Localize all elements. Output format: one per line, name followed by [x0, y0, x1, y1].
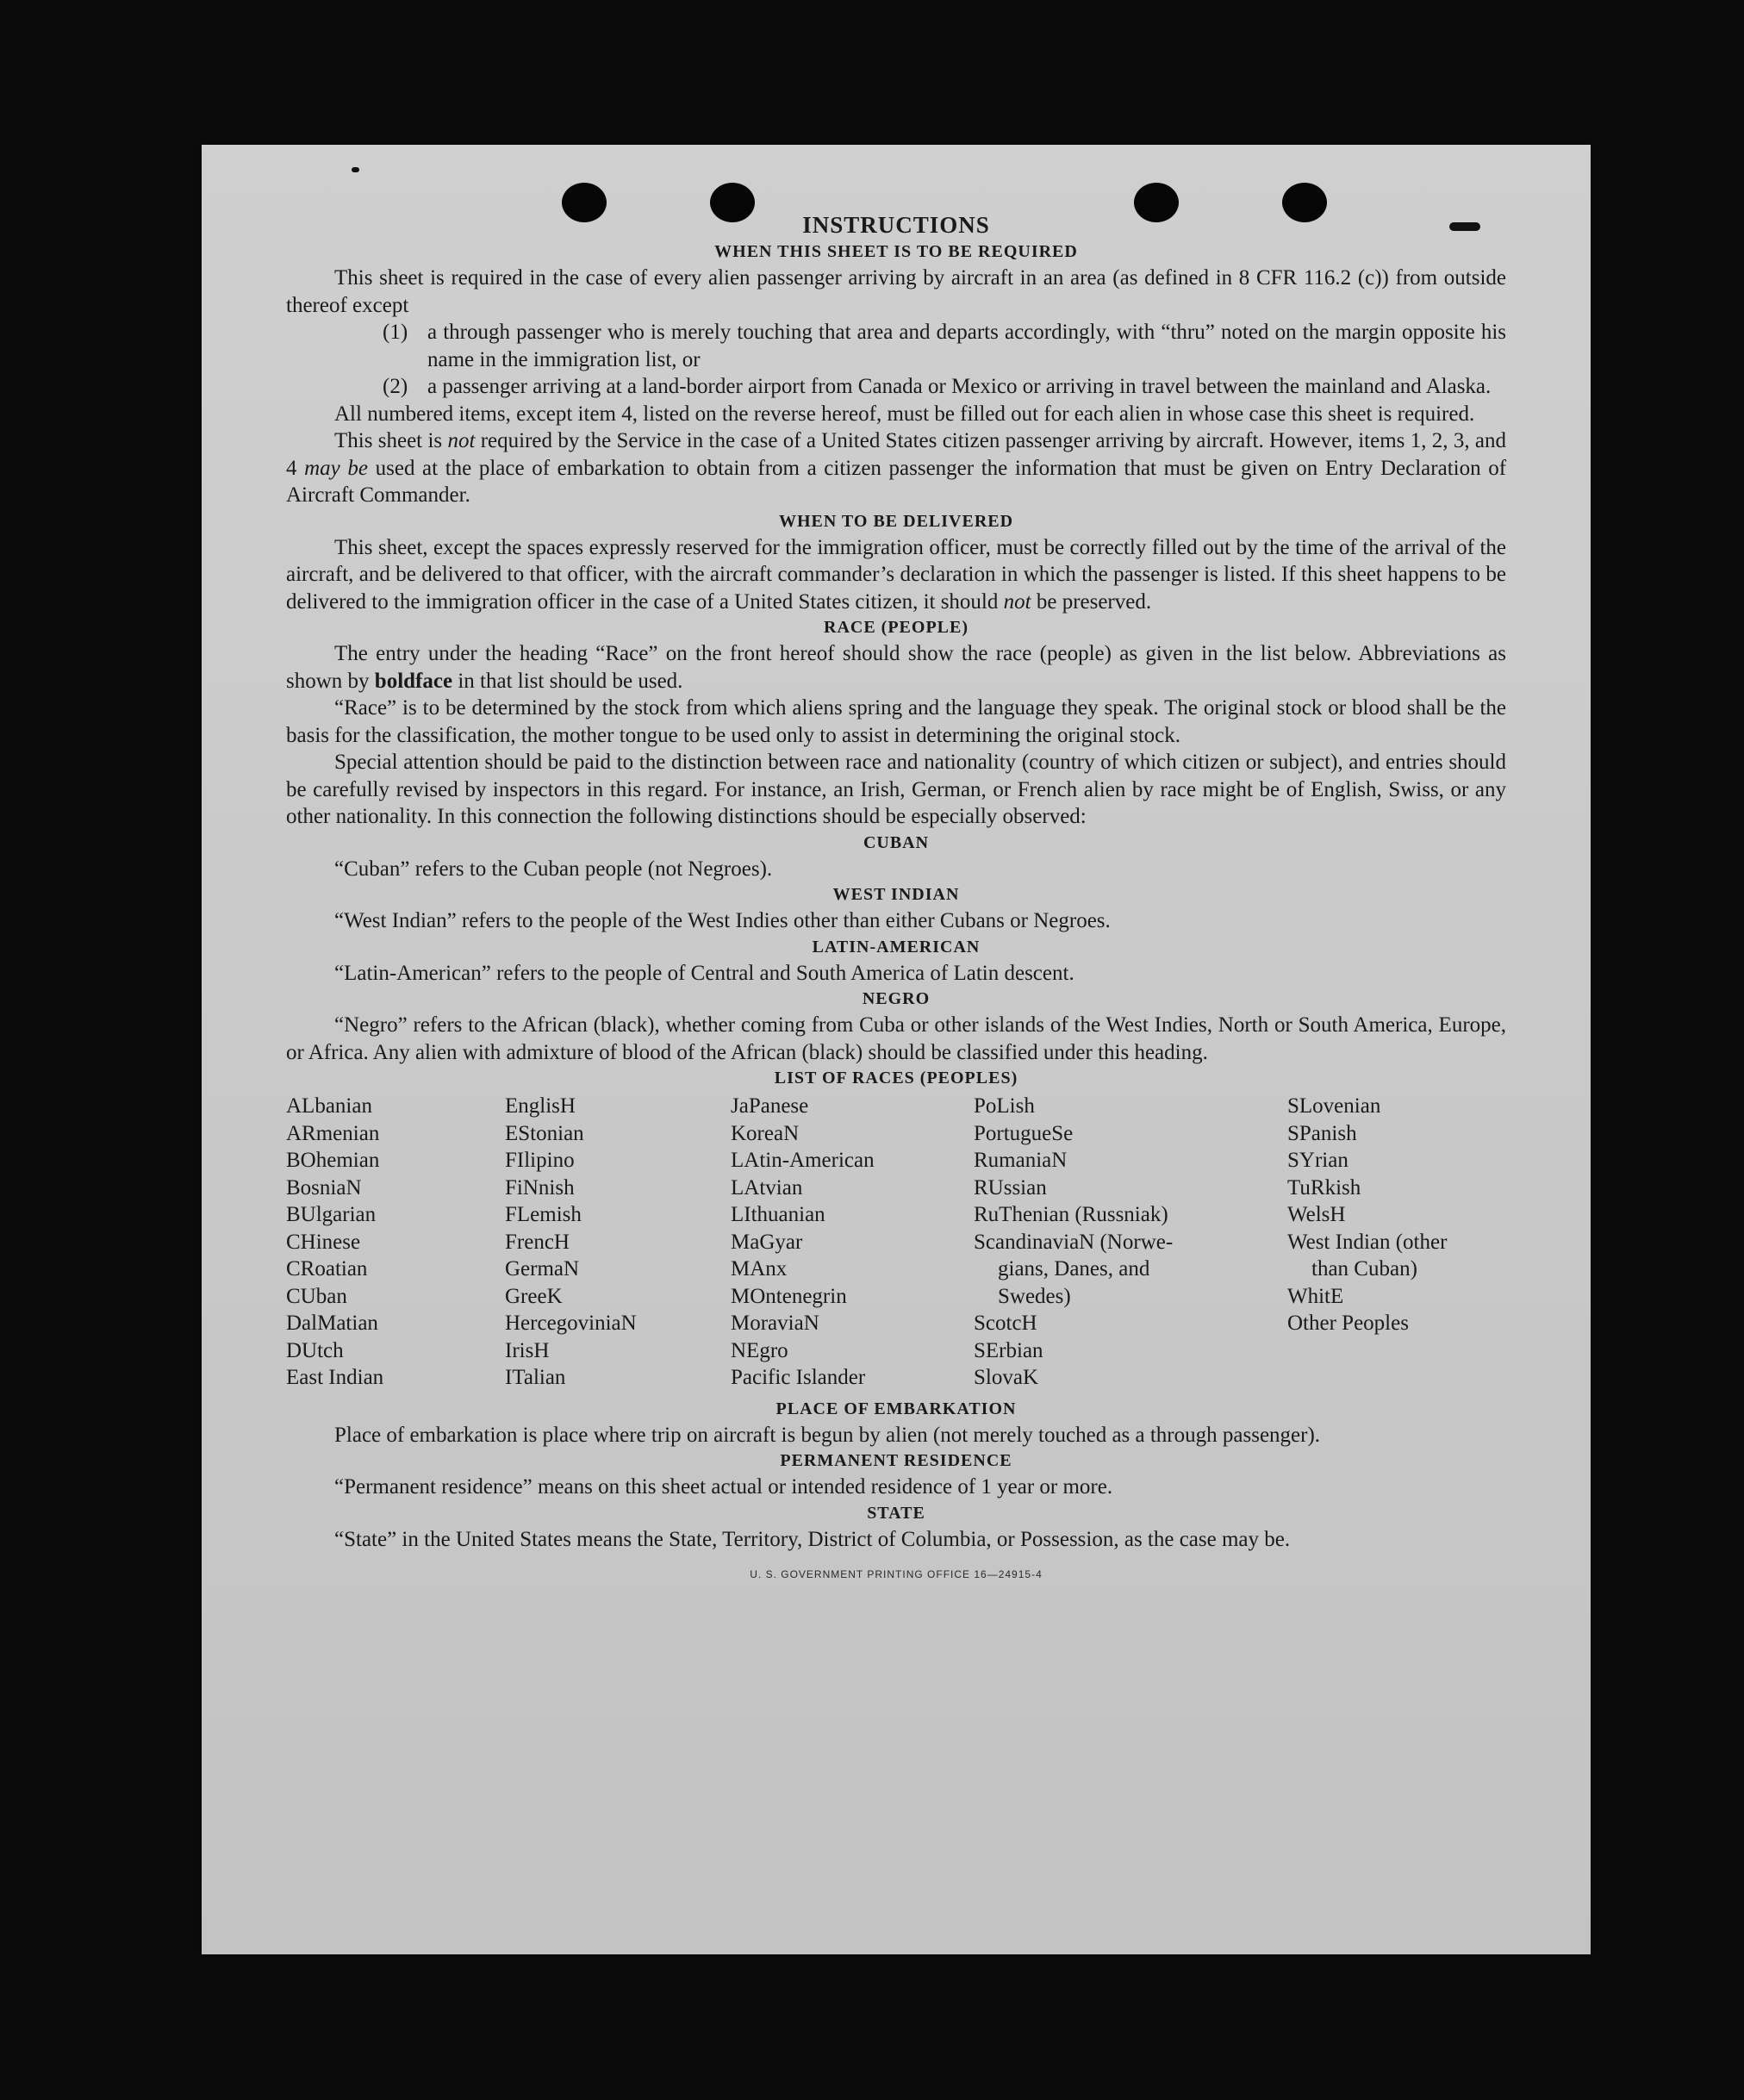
section-heading-latin-american: LATIN-AMERICAN	[812, 937, 981, 957]
paragraph: The entry under the heading “Race” on the front hereof should show the race (people) as given in the list below. Abbreviations as shown by boldface in that list should be used.	[286, 642, 1506, 693]
race-item: BosniaN	[286, 1175, 362, 1200]
race-item: ALbanian	[286, 1094, 372, 1118]
race-item: LAtin-American	[731, 1149, 875, 1172]
race-item: ScandinaviaN (Norwe-	[974, 1230, 1174, 1254]
races-column	[505, 1093, 731, 1392]
section-heading-west-indian: WEST INDIAN	[832, 885, 960, 904]
paragraph: Place of embarkation is place where trip on aircraft is begun by alien (not merely touched as a through passenger).	[334, 1423, 1321, 1447]
race-item: HercegoviniaN	[505, 1312, 637, 1335]
section-heading-delivered: WHEN TO BE DELIVERED	[778, 511, 1014, 531]
paragraph: “State” in the United States means the State, Territory, District of Columbia, or Possession, as the case may be.	[334, 1527, 1291, 1551]
race-item: SlovaK	[974, 1366, 1038, 1389]
paragraph: This sheet, except the spaces expressly reserved for the immigration officer, must be correctly filled out by the time of the arrival of the aircraft, and be delivered to that officer, with the aircraft commander’s declaration in which the passenger is listed. If this sheet happens to be delivered to the immigration officer in the case of a United States citizen, it should not be preserved.	[286, 535, 1506, 614]
printing-office-note: U. S. GOVERNMENT PRINTING OFFICE 16—24915-4	[750, 1568, 1043, 1580]
race-item: FLemish	[505, 1203, 582, 1226]
races-column	[731, 1093, 974, 1392]
paragraph: This sheet is not required by the Service in the case of a United States citizen passenger arriving by aircraft. However, items 1, 2, 3, and 4 may be used at the place of embarkation to obtain from a citizen passenger the information that must be given on Entry Declaration of Aircraft Commander.	[286, 429, 1507, 507]
race-item: NEgro	[731, 1338, 788, 1362]
race-item: DalMatian	[286, 1312, 378, 1335]
race-item: FrencH	[505, 1230, 570, 1254]
race-item: MAnx	[731, 1257, 788, 1281]
document-sheet	[202, 145, 1591, 1954]
race-item: BOhemian	[286, 1149, 380, 1172]
race-item: GermaN	[505, 1257, 580, 1281]
paragraph: “Permanent residence” means on this sheet actual or intended residence of 1 year or more.	[334, 1475, 1113, 1499]
paragraph: All numbered items, except item 4, listed on the reverse hereof, must be filled out for each alien in whose case this sheet is required.	[334, 402, 1475, 426]
race-item: CUban	[286, 1284, 347, 1308]
race-item: Pacific Islander	[731, 1366, 866, 1389]
race-item: Other Peoples	[1287, 1312, 1409, 1335]
race-item: TuRkish	[1287, 1175, 1361, 1200]
race-item: ARmenian	[286, 1121, 380, 1145]
paragraph: “Negro” refers to the African (black), whether coming from Cuba or other islands of the West Indies, North or South America, Europe, or Africa. Any alien with admixture of blood of the African (black) should be classified under this heading.	[286, 1013, 1506, 1064]
section-heading-residence: PERMANENT RESIDENCE	[780, 1451, 1012, 1470]
paragraph: “Latin-American” refers to the people of Central and South America of Latin descent.	[334, 961, 1074, 985]
page-title: INSTRUCTIONS	[802, 212, 990, 238]
paragraph: This sheet is required in the case of every alien passenger arriving by aircraft in an area (as defined in 8 CFR 116.2 (c)) from outside thereof except	[286, 266, 1506, 317]
section-heading-state: STATE	[867, 1503, 925, 1523]
race-item: PoLish	[974, 1094, 1035, 1118]
race-item: WhitE	[1287, 1284, 1344, 1308]
race-item: SPanish	[1287, 1121, 1357, 1145]
race-item: SLovenian	[1287, 1094, 1381, 1118]
race-item: than Cuban)	[1311, 1257, 1417, 1281]
race-item: CHinese	[286, 1230, 361, 1254]
paragraph: “Race” is to be determined by the stock from which aliens spring and the language they speak. The original stock or blood shall be the basis for the classification, the mother tongue to be used only to assist in determining the original stock.	[286, 696, 1506, 747]
section-heading-list-of-races: LIST OF RACES (PEOPLES)	[774, 1069, 1018, 1087]
list-item: (2) a passenger arriving at a land-border airport from Canada or Mexico or arriving in travel between the mainland and Alaska.	[383, 375, 1492, 398]
race-item: FIlipino	[505, 1149, 575, 1172]
races-column	[1287, 1093, 1506, 1392]
race-item: ScotcH	[974, 1312, 1037, 1335]
race-item: IrisH	[505, 1338, 550, 1362]
section-heading-required: WHEN THIS SHEET IS TO BE REQUIRED	[714, 242, 1078, 261]
race-item: MaGyar	[731, 1230, 803, 1254]
section-heading-negro: NEGRO	[862, 989, 931, 1008]
race-item: West Indian (other	[1287, 1230, 1448, 1254]
section-heading-cuban: CUBAN	[863, 832, 930, 852]
race-item: RumaniaN	[974, 1149, 1068, 1172]
race-item: LIthuanian	[731, 1203, 825, 1226]
instructions-content	[286, 210, 1506, 1599]
race-item: GreeK	[505, 1284, 563, 1308]
race-item: EnglisH	[505, 1094, 576, 1118]
list-item: (1) a through passenger who is merely touching that area and departs accordingly, with “thru” noted on the margin opposite his name in the immigration list, or	[383, 321, 1506, 371]
race-item: MoraviaN	[731, 1312, 819, 1335]
race-item: CRoatian	[286, 1257, 368, 1281]
race-item: RuThenian (Russniak)	[974, 1203, 1168, 1226]
race-item: SErbian	[974, 1338, 1043, 1362]
race-item: WelsH	[1287, 1203, 1346, 1226]
race-item: FiNnish	[505, 1175, 575, 1200]
race-item: MOntenegrin	[731, 1284, 847, 1308]
race-item: gians, Danes, and	[998, 1257, 1150, 1281]
race-item: DUtch	[286, 1338, 344, 1362]
paragraph: “West Indian” refers to the people of the West Indies other than either Cubans or Negroes.	[334, 909, 1111, 932]
race-item: SYrian	[1287, 1149, 1348, 1172]
race-item: KoreaN	[731, 1121, 800, 1145]
races-column	[974, 1093, 1287, 1392]
race-item: EStonian	[505, 1121, 584, 1145]
ink-mark	[352, 167, 359, 172]
race-item: ITalian	[505, 1366, 566, 1389]
race-item: JaPanese	[731, 1094, 809, 1118]
race-item: LAtvian	[731, 1175, 803, 1200]
race-item: PortugueSe	[974, 1121, 1074, 1145]
paragraph: Special attention should be paid to the distinction between race and nationality (country of which citizen or subject), and entries should be carefully revised by inspectors in this regard. For instance, an Irish, German, or French alien by race might be of English, Swiss, or any other nationality. In this connection the following distinctions should be especially observed:	[286, 751, 1506, 828]
section-heading-embarkation: PLACE OF EMBARKATION	[775, 1399, 1017, 1418]
race-item: East Indian	[286, 1366, 384, 1389]
race-item: BUlgarian	[286, 1203, 377, 1226]
section-heading-race: RACE (PEOPLE)	[824, 618, 969, 637]
race-item: Swedes)	[998, 1284, 1071, 1308]
races-column	[286, 1093, 505, 1392]
race-item: RUssian	[974, 1175, 1047, 1200]
paragraph: “Cuban” refers to the Cuban people (not Negroes).	[334, 857, 773, 881]
races-list	[286, 1093, 1506, 1392]
